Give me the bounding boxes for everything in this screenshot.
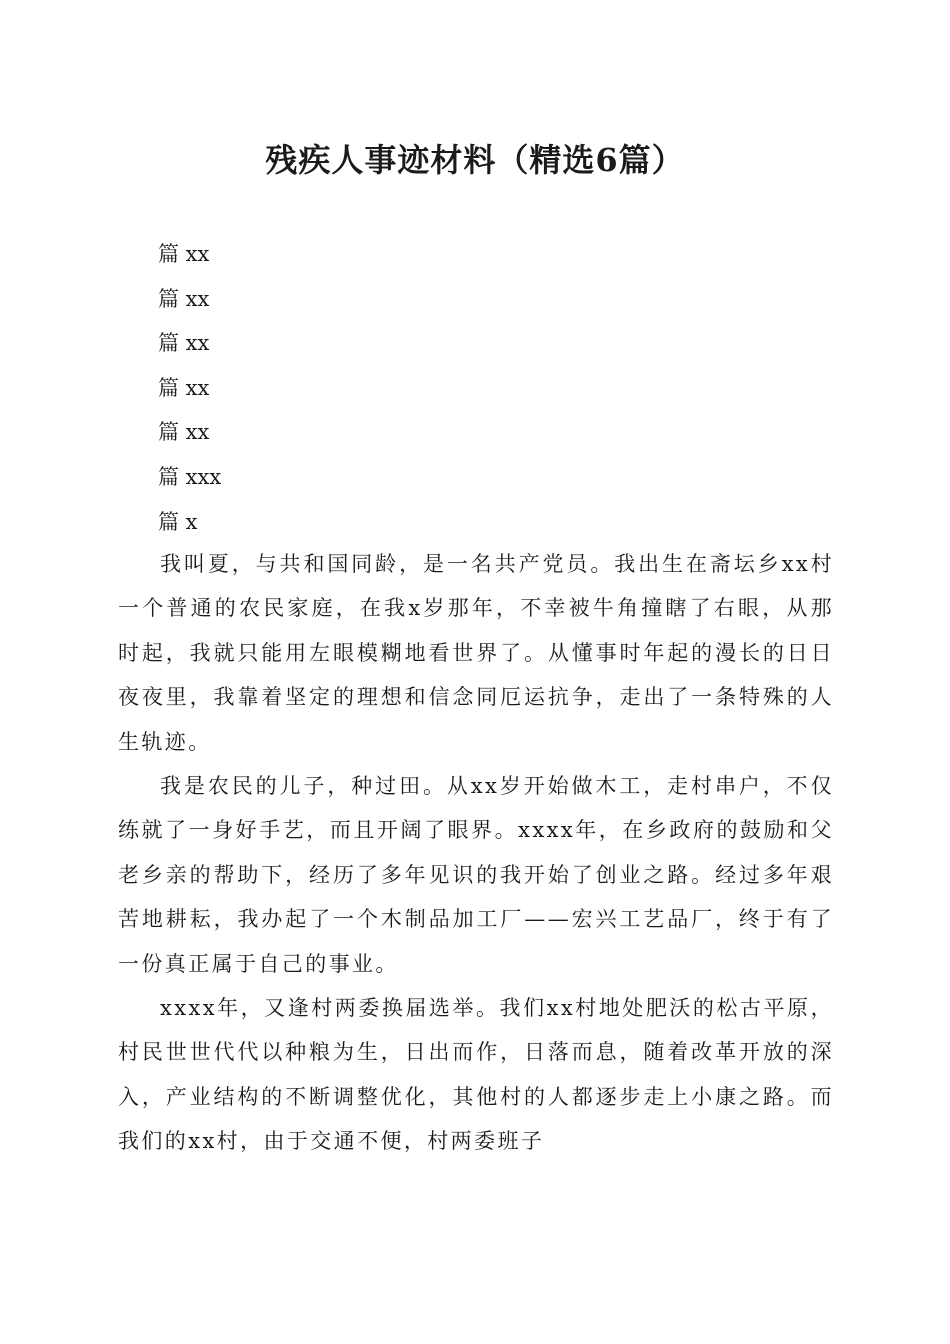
- toc-item: 篇 x: [158, 509, 198, 534]
- document-title: 残疾人事迹材料（精选6篇）: [265, 141, 685, 179]
- toc-item: 篇 xx: [158, 331, 210, 356]
- toc-item: 篇 xx: [158, 420, 210, 445]
- toc-item: 篇 xx: [158, 286, 210, 311]
- body-paragraph: 我叫夏，与共和国同龄，是一名共产党员。我出生在斋坛乡xx村一个普通的农民家庭，在我x岁那年，不幸被牛角撞瞎了右眼，从那时起，我就只能用左眼模糊地看世界了。从懂事时年起的漫长的日日夜夜里，我靠着坚定的理想和信念同厄运抗争，走出了一条特殊的人生轨迹。: [118, 552, 834, 754]
- table-of-contents: [158, 232, 558, 544]
- body-paragraph: xxxx年，又逢村两委换届选举。我们xx村地处肥沃的松古平原，村民世世代代以种粮为生，日出而作，日落而息，随着改革开放的深入，产业结构的不断调整优化，其他村的人都逐步走上小康之路。而我们的xx村，由于交通不便，村两委班子: [118, 996, 834, 1154]
- toc-item: 篇 xx: [158, 375, 210, 400]
- toc-item: 篇 xxx: [158, 464, 222, 489]
- toc-item: 篇 xx: [158, 242, 210, 266]
- document-body: [118, 542, 834, 1164]
- body-paragraph: 我是农民的儿子，种过田。从xx岁开始做木工，走村串户，不仅练就了一身好手艺，而且开阔了眼界。xxxx年，在乡政府的鼓励和父老乡亲的帮助下，经历了多年见识的我开始了创业之路。经过多年艰苦地耕耘，我办起了一个木制品加工厂——宏兴工艺品厂，终于有了一份真正属于自己的事业。: [118, 774, 834, 976]
